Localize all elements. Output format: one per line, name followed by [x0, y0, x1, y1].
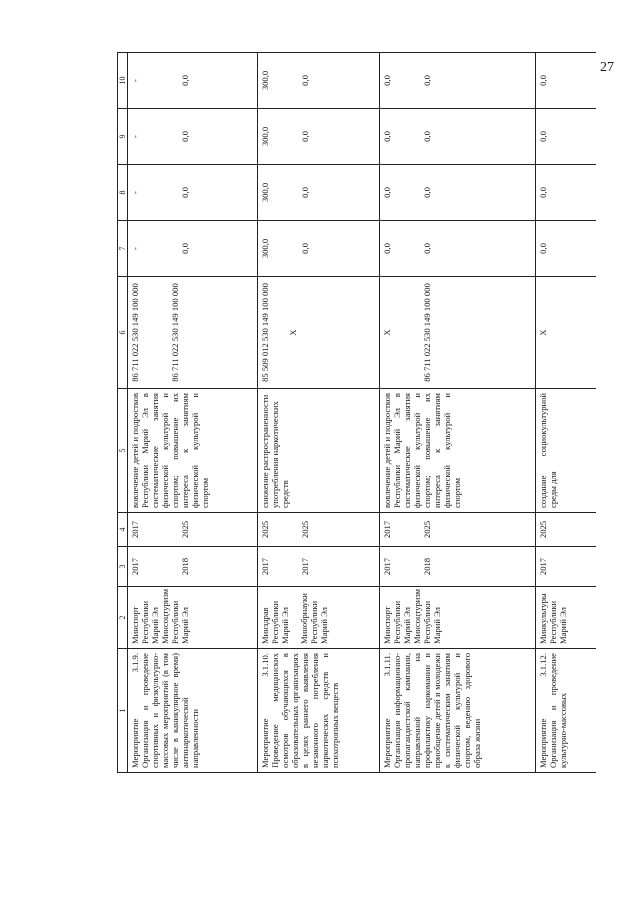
amount: 0,0	[300, 75, 310, 86]
executor: Минсоцтуризм Республики Марий Эл	[412, 588, 442, 644]
amount-cell: 0,0	[536, 221, 596, 277]
result-cell: создание социокультурной среды для	[536, 389, 596, 513]
amount: 300,0	[260, 70, 270, 91]
column-header: 5	[118, 389, 128, 513]
column-header: 7	[118, 221, 128, 277]
rotated-table-container	[117, 53, 626, 773]
amount-cell	[258, 165, 380, 221]
amount-cell: 0,0	[536, 109, 596, 165]
amount: 0,0	[422, 187, 432, 198]
measure-cell: Мероприятие 3.1.9. Организация и проведение спортивных и физкультурно-массовых мероприятий (в том числе в каникулярное время) антинаркотической направленности	[128, 649, 258, 773]
executor: Минспорт Республики Марий Эл	[382, 600, 412, 644]
column-header: 4	[118, 513, 128, 547]
amount: 0,0	[422, 243, 432, 254]
end-year: 2025	[260, 520, 270, 539]
start-year-cell	[128, 547, 258, 587]
kbk-code: X	[382, 329, 392, 336]
amount: 0,0	[300, 187, 310, 198]
table-row	[258, 53, 380, 773]
executor: Минсоцтуризм Республики Марий Эл	[160, 588, 190, 644]
executor-cell: Минкультуры Республики Марий Эл	[536, 587, 596, 649]
amount: 0,0	[382, 187, 392, 198]
amount: -	[130, 135, 140, 138]
measure-cell: Мероприятие 3.1.11. Организация информационно-пропагандистской кампании, направленной на профилактику наркомании и приобщение детей и молодежи к систематическим занятиям физической культурой и спортом, ведению здорового образа жизни	[380, 649, 536, 773]
end-year: 2025	[422, 520, 432, 539]
executor-cell	[128, 587, 258, 649]
amount: 0,0	[180, 243, 190, 254]
kbk-code: 85 509 012 530 149 100 000	[260, 283, 270, 382]
result-cell: вовлечение детей и подростков Республики Марий Эл в систематические занятия физической культурой и спортом; повышение их интереса к занятиям физической культурой и спортом	[380, 389, 536, 513]
amount-cell	[258, 221, 380, 277]
start-year: 2018	[180, 557, 190, 576]
kbk-code: 86 711 022 530 149 100 000	[422, 283, 432, 382]
result-cell: вовлечение детей и подростков Республики Марий Эл в систематические занятия физической культурой и спортом; повышение их интереса к занятиям физической культурой и спортом	[128, 389, 258, 513]
end-year: 2025	[180, 520, 190, 539]
start-year-cell	[380, 547, 536, 587]
amount: 300,0	[260, 238, 270, 259]
kbk-code: X	[288, 329, 298, 336]
end-year-cell	[128, 513, 258, 547]
amount: -	[130, 191, 140, 194]
amount: 0,0	[300, 243, 310, 254]
amount: 0,0	[382, 131, 392, 142]
end-year-cell	[258, 513, 380, 547]
table-row	[536, 53, 596, 773]
kbk-cell	[380, 277, 536, 389]
amount: 0,0	[422, 131, 432, 142]
end-year: 2017	[130, 520, 140, 539]
measure-cell: Мероприятие 3.1.10. Проведение медицинских осмотров обучающихся в образовательных организациях в целях раннего выявления незаконного потребления наркотических средств и психотропных веществ	[258, 649, 380, 773]
kbk-cell	[128, 277, 258, 389]
start-year: 2017	[260, 557, 270, 576]
amount: 0,0	[382, 75, 392, 86]
executor: Минспорт Республики Марий Эл	[130, 600, 160, 644]
kbk-code: 86 711 022 530 149 100 000	[170, 283, 180, 382]
end-year-cell: 2025	[536, 513, 596, 547]
amount: -	[130, 79, 140, 82]
end-year-cell	[380, 513, 536, 547]
amount-cell: 0,0	[536, 165, 596, 221]
amount-cell	[128, 109, 258, 165]
executor: Минздрав Республики Марий Эл	[260, 600, 290, 644]
column-header: 9	[118, 109, 128, 165]
amount-cell	[128, 165, 258, 221]
amount: 0,0	[180, 131, 190, 142]
start-year: 2018	[422, 557, 432, 576]
amount: 0,0	[180, 187, 190, 198]
amount-cell	[380, 109, 536, 165]
amount-cell	[380, 221, 536, 277]
amount: 300,0	[260, 182, 270, 203]
amount-cell	[128, 221, 258, 277]
amount: 0,0	[300, 131, 310, 142]
executor-cell	[258, 587, 380, 649]
amount-cell	[258, 53, 380, 109]
executor-cell	[380, 587, 536, 649]
end-year: 2017	[382, 520, 392, 539]
amount-cell	[258, 109, 380, 165]
kbk-cell	[258, 277, 380, 389]
amount-cell	[380, 53, 536, 109]
column-header: 8	[118, 165, 128, 221]
column-header: 6	[118, 277, 128, 389]
column-number-row	[118, 53, 128, 773]
start-year-cell	[258, 547, 380, 587]
column-header: 2	[118, 587, 128, 649]
page-number: 27	[600, 60, 614, 75]
result-cell: снижение распространенности употребления наркотических средств	[258, 389, 380, 513]
measures-table	[117, 52, 596, 773]
table-row	[128, 53, 258, 773]
start-year: 2017	[382, 557, 392, 576]
start-year: 2017	[300, 557, 310, 576]
amount: 300,0	[260, 126, 270, 147]
column-header: 1	[118, 649, 128, 773]
start-year-cell: 2017	[536, 547, 596, 587]
amount: 0,0	[382, 243, 392, 254]
amount: -	[130, 247, 140, 250]
executor: Минобрнауки Республики Марий Эл	[299, 593, 329, 644]
table-row	[380, 53, 536, 773]
kbk-cell: X	[536, 277, 596, 389]
column-header: 3	[118, 547, 128, 587]
amount-cell: 0,0	[536, 53, 596, 109]
amount-cell	[380, 165, 536, 221]
end-year: 2025	[300, 520, 310, 539]
amount: 0,0	[422, 75, 432, 86]
start-year: 2017	[130, 557, 140, 576]
measure-cell: Мероприятие 3.1.12. Организация и проведение культурно-массовых	[536, 649, 596, 773]
kbk-code: 86 711 022 530 149 100 000	[130, 283, 140, 382]
amount: 0,0	[180, 75, 190, 86]
amount-cell	[128, 53, 258, 109]
column-header: 10	[118, 53, 128, 109]
